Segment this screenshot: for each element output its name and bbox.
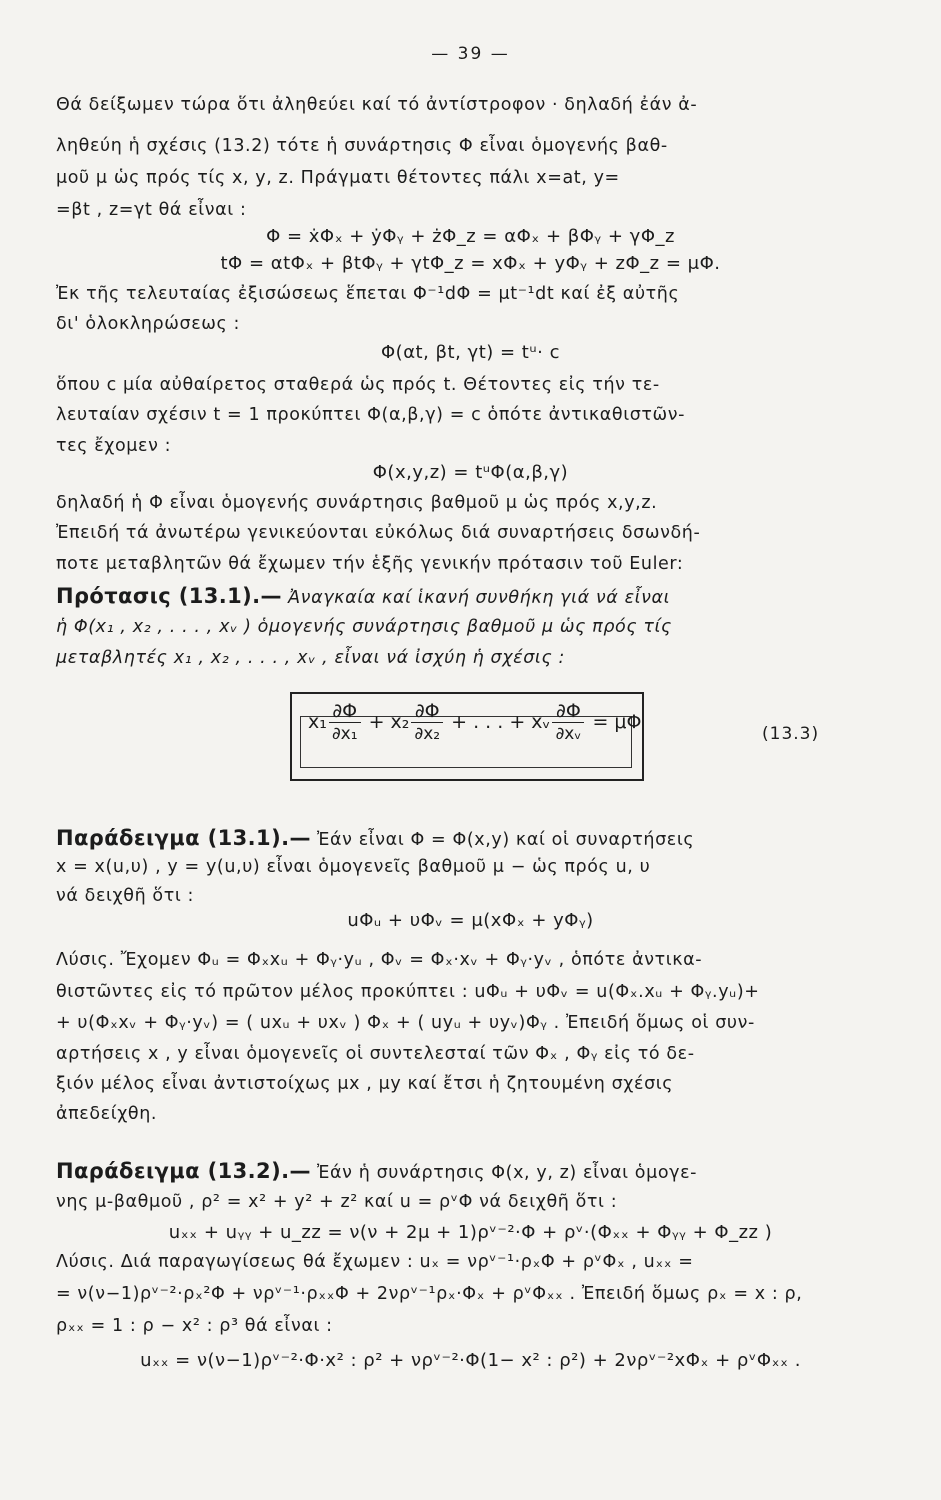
text-line: δηλαδή ἡ Φ εἶναι ὁμογενής συνάρτησις βαθμοῦ μ ὡς πρός x,y,z. xyxy=(56,493,658,513)
equation-3: Φ(αt, βt, γt) = tᵘ· c xyxy=(381,342,560,363)
proposition-text: Ἀναγκαία καί ἱκανή συνθήκη γιά νά εἶναι xyxy=(281,588,671,608)
proposition-line: μεταβλητές x₁ , x₂ , . . . , xᵥ , εἶναι νά ἰσχύη ἡ σχέσις : xyxy=(56,648,565,668)
equation-1: Φ = ẋΦₓ + ẏΦᵧ + żΦ_z = αΦₓ + βΦᵧ + γΦ_z xyxy=(266,226,675,247)
proposition-title: Πρότασις (13.1).— xyxy=(56,584,282,608)
proposition-line xyxy=(56,584,670,608)
equation-4: Φ(x,y,z) = tᵘΦ(α,β,γ) xyxy=(372,462,569,483)
text-line: τες ἔχομεν : xyxy=(56,436,172,456)
proposition-line: ἡ Φ(x₁ , x₂ , . . . , xᵥ ) ὁμογενής συνάρτησις βαθμοῦ μ ὡς πρός τίς xyxy=(56,617,672,637)
term-x1: x₁ xyxy=(308,711,327,733)
equation-6: uₓₓ + uᵧᵧ + u_zz = ν(ν + 2μ + 1)ρᵛ⁻²·Φ + ρᵛ·(Φₓₓ + Φᵧᵧ + Φ_zz ) xyxy=(168,1222,773,1243)
example-line xyxy=(56,1159,697,1183)
fraction-denominator: ∂x₁ xyxy=(331,724,358,744)
equation-5: uΦᵤ + υΦᵥ = μ(xΦₓ + yΦᵧ) xyxy=(347,910,594,931)
text-line: νά δειχθῆ ὅτι : xyxy=(56,886,195,906)
text-line: Λύσις. Ἔχομεν Φᵤ = Φₓxᵤ + Φᵧ·yᵤ , Φᵥ = Φₓ·xᵥ + Φᵧ·yᵥ , ὁπότε ἀντικα- xyxy=(56,950,703,970)
example-text: Ἐάν ἡ συνάρτησις Φ(x, y, z) εἶναι ὁμογε- xyxy=(310,1163,698,1183)
text-line: δι' ὁλοκληρώσεως : xyxy=(56,314,241,334)
text-line: ξιόν μέλος εἶναι ἀντιστοίχως μx , μy καί ἔτσι ἡ ζητουμένη σχέσις xyxy=(56,1074,674,1094)
text-line: Λύσις. Διά παραγωγίσεως θά ἔχωμεν : uₓ = νρᵛ⁻¹·ρₓΦ + ρᵛΦₓ , uₓₓ = xyxy=(56,1252,694,1272)
equation-rhs: = μΦ xyxy=(592,711,642,733)
text-line: x = x(u,υ) , y = y(u,υ) εἶναι ὁμογενεῖς βαθμοῦ μ − ὡς πρός u, υ xyxy=(56,857,651,877)
term-xn: + . . . + xᵥ xyxy=(451,711,551,733)
euler-equation xyxy=(308,700,641,745)
text-line: ὅπου c μία αὐθαίρετος σταθερά ὡς πρός t. Θέτοντες εἰς τήν τε- xyxy=(56,375,660,395)
equation-7: uₓₓ = ν(ν−1)ρᵛ⁻²·Φ·x² : ρ² + νρᵛ⁻²·Φ(1− x² : ρ²) + 2νρᵛ⁻²xΦₓ + ρᵛΦₓₓ . xyxy=(140,1350,801,1371)
fraction-denominator: ∂xᵥ xyxy=(555,724,582,744)
fraction-numerator: ∂Φ xyxy=(411,700,443,723)
fraction-numerator: ∂Φ xyxy=(552,700,584,723)
example-line xyxy=(56,826,694,850)
text-line: Ἐπειδή τά ἀνωτέρω γενικεύονται εὐκόλως διά συναρτήσεις δσωνδή- xyxy=(56,523,701,543)
text-line: = ν(ν−1)ρᵛ⁻²·ρₓ²Φ + νρᵛ⁻¹·ρₓₓΦ + 2νρᵛ⁻¹ρₓ·Φₓ + ρᵛΦₓₓ . Ἐπειδή ὅμως ρₓ = x : ρ, xyxy=(56,1284,803,1304)
text-line: θιστῶντες εἰς τό πρῶτον μέλος προκύπτει : uΦᵤ + υΦᵥ = u(Φₓ.xᵤ + Φᵧ.yᵤ)+ xyxy=(56,982,760,1002)
fraction-numerator: ∂Φ xyxy=(329,700,361,723)
text-line: + υ(Φₓxᵥ + Φᵧ·yᵥ) = ( uxᵤ + υxᵥ ) Φₓ + ( uyᵤ + υyᵥ)Φᵧ . Ἐπειδή ὅμως οἱ συν- xyxy=(56,1013,755,1033)
page-number: — 39 — xyxy=(431,44,510,64)
text-line: Θά δείξωμεν τώρα ὅτι ἀληθεύει καί τό ἀντίστροφον · δηλαδή ἐάν ἀ- xyxy=(56,95,698,115)
text-line: μοῦ μ ὡς πρός τίς x, y, z. Πράγματι θέτοντες πάλι x=at, y= xyxy=(56,168,620,188)
equation-2: tΦ = αtΦₓ + βtΦᵧ + γtΦ_z = xΦₓ + yΦᵧ + zΦ_z = μΦ. xyxy=(220,253,721,274)
text-line: =βt , z=γt θά εἶναι : xyxy=(56,200,247,220)
text-line: ποτε μεταβλητῶν θά ἔχωμεν τήν ἑξῆς γενικήν πρότασιν τοῦ Euler: xyxy=(56,554,684,574)
example-title: Παράδειγμα (13.1).— xyxy=(56,826,311,850)
example-text: Ἐάν εἶναι Φ = Φ(x,y) καί οἱ συναρτήσεις xyxy=(310,830,695,850)
text-line: Ἐκ τῆς τελευταίας ἐξισώσεως ἕπεται Φ⁻¹dΦ = μt⁻¹dt καί ἐξ αὐτῆς xyxy=(56,284,680,304)
text-line: λευταίαν σχέσιν t = 1 προκύπτει Φ(α,β,γ) = c ὁπότε ἀντικαθιστῶν- xyxy=(56,405,686,425)
term-x2: + x₂ xyxy=(368,711,410,733)
text-line: αρτήσεις x , y εἶναι ὁμογενεῖς οἱ συντελεσταί τῶν Φₓ , Φᵧ εἰς τό δε- xyxy=(56,1044,695,1064)
example-title: Παράδειγμα (13.2).— xyxy=(56,1159,311,1183)
text-line: ληθεύη ἡ σχέσις (13.2) τότε ἡ συνάρτησις Φ εἶναι ὁμογενής βαθ- xyxy=(56,136,668,156)
text-line: ρₓₓ = 1 : ρ − x² : ρ³ θά εἶναι : xyxy=(56,1316,333,1336)
text-line: ἀπεδείχθη. xyxy=(56,1104,158,1124)
equation-number: (13.3) xyxy=(762,724,820,744)
text-line: νης μ-βαθμοῦ , ρ² = x² + y² + z² καί u = ρᵛΦ νά δειχθῆ ὅτι : xyxy=(56,1192,618,1212)
fraction-denominator: ∂x₂ xyxy=(414,724,441,744)
